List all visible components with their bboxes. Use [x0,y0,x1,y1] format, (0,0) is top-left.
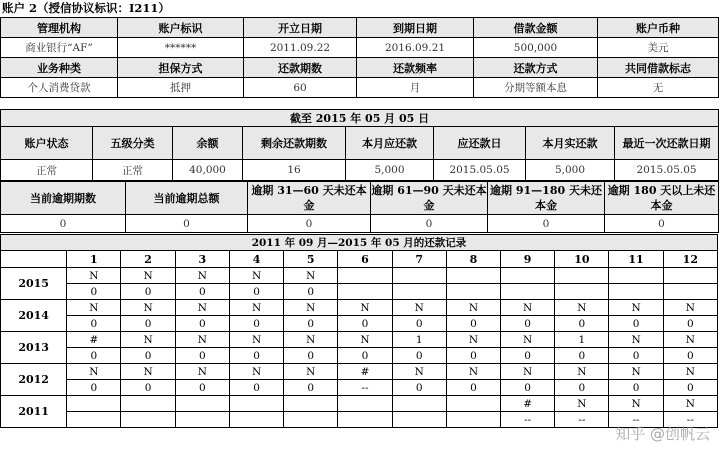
repayment-status-cell: N [501,300,555,316]
overdue-amount-cell [284,412,338,428]
overdue-amount-cell: 0 [121,348,175,364]
value-cell: 0 [248,215,371,233]
header-cell: 五级分类 [93,127,173,160]
repayment-status-cell: N [121,364,175,380]
repayment-status-cell: N [663,364,717,380]
repayment-status-cell: N [609,332,663,348]
repayment-status-cell: N [663,396,717,412]
repayment-status-cell: N [229,300,283,316]
value-cell: 个人消费贷款 [1,78,118,98]
overdue-amount-cell [175,412,229,428]
overdue-amount-cell [338,412,392,428]
header-cell: 当前逾期总额 [126,182,248,215]
header-cell: 当前逾期期数 [1,182,126,215]
overdue-amount-cell: 0 [392,380,446,396]
repayment-status-cell [501,268,555,284]
value-cell: 5,000 [526,160,615,181]
overdue-amount-cell: 0 [121,380,175,396]
overdue-amount-cell: 0 [284,348,338,364]
overdue-amount-cell: 0 [67,316,121,332]
repayment-status-cell: # [501,396,555,412]
repayment-status-cell: N [609,300,663,316]
year-label: 2012 [1,364,67,396]
value-cell: 500,000 [474,38,598,58]
overdue-amount-cell: 0 [175,284,229,300]
overdue-amount-cell: 0 [284,284,338,300]
repayment-status-cell: N [609,364,663,380]
month-header: 12 [663,251,717,268]
overdue-amount-cell [501,284,555,300]
overdue-amount-cell: -- [501,412,555,428]
overdue-amount-cell: 0 [338,316,392,332]
overdue-amount-cell [392,412,446,428]
overdue-amount-cell: 0 [446,380,500,396]
account-info-table [0,17,719,98]
repayment-status-cell [446,396,500,412]
repayment-status-cell: N [663,300,717,316]
repayment-status-cell [121,396,175,412]
overdue-amount-cell: 0 [392,348,446,364]
value-cell: 0 [1,215,126,233]
repayment-status-cell: N [284,364,338,380]
header-cell: 应还款日 [434,127,526,160]
overdue-amount-cell: 0 [67,348,121,364]
header-cell: 逾期 180 天以上未还本金 [605,182,719,215]
value-cell: 商业银行“AF” [1,38,118,58]
header-cell: 账户标识 [118,18,244,38]
repayment-status-cell: N [175,300,229,316]
overdue-amount-cell: 0 [175,316,229,332]
repayment-status-cell [663,268,717,284]
value-cell: 分期等额本息 [474,78,598,98]
overdue-amount-cell: 0 [446,316,500,332]
overdue-amount-cell: 0 [229,284,283,300]
header-cell: 本月应还款 [346,127,434,160]
header-cell: 开立日期 [244,18,357,38]
header-cell: 到期日期 [357,18,474,38]
header-cell: 逾期 91—180 天未还本金 [488,182,605,215]
header-cell: 账户状态 [1,127,93,160]
overdue-amount-cell [338,284,392,300]
overdue-amount-cell: 0 [338,348,392,364]
repayment-status-cell: N [284,268,338,284]
repayment-status-cell: N [446,364,500,380]
repayment-status-cell: N [229,364,283,380]
month-header: 2 [121,251,175,268]
overdue-amount-cell: -- [338,380,392,396]
repayment-status-cell: N [609,396,663,412]
repayment-status-cell: N [284,300,338,316]
repayment-status-cell: N [555,364,609,380]
header-cell: 还款频率 [357,58,474,78]
repayment-status-cell: N [67,268,121,284]
repayment-status-cell [284,396,338,412]
header-cell: 还款期数 [244,58,357,78]
overdue-amount-cell [446,284,500,300]
year-label: 2013 [1,332,67,364]
header-cell: 逾期 31—60 天未还本金 [248,182,371,215]
status-date-band: 截至 2015 年 05 月 05 日 [1,110,719,127]
repayment-status-cell [446,268,500,284]
overdue-amount-cell: 0 [501,316,555,332]
repayment-status-cell [67,396,121,412]
status-table [0,109,719,181]
repayment-status-cell: N [121,268,175,284]
value-cell: 抵押 [118,78,244,98]
overdue-amount-cell: 0 [555,316,609,332]
corner-cell [1,251,67,268]
value-cell: 16 [243,160,346,181]
repayment-status-cell: N [121,300,175,316]
overdue-amount-cell: 0 [229,348,283,364]
repayment-status-cell [175,396,229,412]
month-header: 4 [229,251,283,268]
value-cell: 2015.05.05 [615,160,719,181]
overdue-amount-cell: 0 [663,316,717,332]
history-band: 2011 年 09 月—2015 年 05 月的还款记录 [1,235,718,251]
repayment-status-cell: N [229,268,283,284]
overdue-amount-cell [67,412,121,428]
header-cell: 本月实还款 [526,127,615,160]
overdue-amount-cell: 0 [175,348,229,364]
overdue-amount-cell: 0 [609,316,663,332]
overdue-amount-cell: 0 [609,380,663,396]
header-cell: 剩余还款期数 [243,127,346,160]
value-cell: 2015.05.05 [434,160,526,181]
year-label: 2011 [1,396,67,428]
overdue-amount-cell: 0 [121,316,175,332]
repayment-status-cell: N [501,364,555,380]
repayment-status-cell: N [67,364,121,380]
year-label: 2014 [1,300,67,332]
month-header: 7 [392,251,446,268]
repayment-status-cell [338,396,392,412]
account-title: 账户 2（授信协议标识：I211） [2,1,170,15]
overdue-amount-cell: -- [609,412,663,428]
overdue-amount-cell [555,284,609,300]
header-cell: 管理机构 [1,18,118,38]
overdue-amount-cell: 0 [555,348,609,364]
repayment-status-cell: N [175,364,229,380]
overdue-amount-cell: 0 [284,380,338,396]
overdue-amount-cell: 0 [501,380,555,396]
repayment-status-cell: # [67,332,121,348]
repayment-status-cell: N [284,332,338,348]
repayment-status-cell: N [392,364,446,380]
value-cell: 正常 [1,160,93,181]
overdue-amount-cell: 0 [284,316,338,332]
overdue-amount-cell: 0 [229,316,283,332]
overdue-amount-cell: 0 [175,380,229,396]
overdue-amount-cell [446,412,500,428]
repayment-status-cell: N [501,332,555,348]
overdue-amount-cell: 0 [229,380,283,396]
overdue-amount-cell: 0 [501,348,555,364]
overdue-amount-cell: -- [663,412,717,428]
value-cell: 0 [371,215,488,233]
repayment-status-cell: N [175,332,229,348]
overdue-amount-cell [121,412,175,428]
repayment-status-cell: N [446,300,500,316]
repayment-status-cell: N [175,268,229,284]
overdue-amount-cell: 0 [67,284,121,300]
overdue-amount-cell: -- [555,412,609,428]
overdue-amount-cell: 0 [663,348,717,364]
month-header: 8 [446,251,500,268]
header-cell: 借款金额 [474,18,598,38]
month-header: 6 [338,251,392,268]
value-cell: 无 [598,78,719,98]
header-cell: 最近一次还款日期 [615,127,719,160]
repayment-status-cell: 1 [555,332,609,348]
repayment-status-cell [338,268,392,284]
repayment-status-cell: N [338,332,392,348]
repayment-status-cell: N [555,300,609,316]
overdue-amount-cell: 0 [67,380,121,396]
month-header: 5 [284,251,338,268]
value-cell: 美元 [598,38,719,58]
header-cell: 担保方式 [118,58,244,78]
repayment-status-cell: 1 [392,332,446,348]
overdue-amount-cell [609,284,663,300]
value-cell: 0 [605,215,719,233]
value-cell: 5,000 [346,160,434,181]
header-cell: 余额 [173,127,243,160]
repayment-status-cell: N [121,332,175,348]
overdue-table [0,181,719,233]
header-cell: 逾期 61—90 天未还本金 [371,182,488,215]
repayment-status-cell: N [67,300,121,316]
overdue-amount-cell: 0 [555,380,609,396]
overdue-amount-cell: 0 [663,380,717,396]
value-cell: 0 [126,215,248,233]
repayment-status-cell [392,396,446,412]
repayment-status-cell: # [338,364,392,380]
header-cell: 账户币种 [598,18,719,38]
overdue-amount-cell: 0 [121,284,175,300]
value-cell: ****** [118,38,244,58]
value-cell: 40,000 [173,160,243,181]
month-header: 9 [501,251,555,268]
header-cell: 还款方式 [474,58,598,78]
repayment-status-cell: N [446,332,500,348]
header-cell: 业务种类 [1,58,118,78]
value-cell: 月 [357,78,474,98]
overdue-amount-cell: 0 [609,348,663,364]
repayment-status-cell: N [338,300,392,316]
value-cell: 2011.09.22 [244,38,357,58]
month-header: 3 [175,251,229,268]
watermark-text: 知乎 @创帆云 [615,425,710,443]
repayment-status-cell: N [392,300,446,316]
overdue-amount-cell [663,284,717,300]
month-header: 10 [555,251,609,268]
overdue-amount-cell [392,284,446,300]
value-cell: 0 [488,215,605,233]
month-header: 11 [609,251,663,268]
header-cell: 共同借款标志 [598,58,719,78]
year-label: 2015 [1,268,67,300]
repayment-status-cell [392,268,446,284]
repayment-history-table [0,234,718,428]
value-cell: 正常 [93,160,173,181]
repayment-status-cell: N [663,332,717,348]
repayment-status-cell [609,268,663,284]
value-cell: 60 [244,78,357,98]
month-header: 1 [67,251,121,268]
repayment-status-cell: N [229,332,283,348]
repayment-status-cell [555,268,609,284]
overdue-amount-cell: 0 [446,348,500,364]
value-cell: 2016.09.21 [357,38,474,58]
overdue-amount-cell: 0 [392,316,446,332]
repayment-status-cell: N [555,396,609,412]
repayment-status-cell [229,396,283,412]
overdue-amount-cell [229,412,283,428]
